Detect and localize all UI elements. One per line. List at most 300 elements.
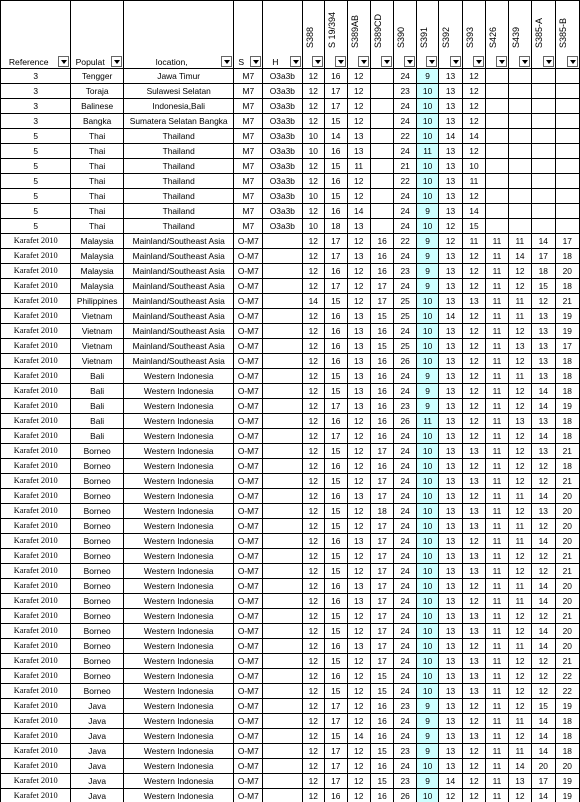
cell-s[interactable]: O-M7 — [234, 624, 263, 639]
cell-s393[interactable]: 12 — [462, 774, 485, 789]
cell-s389cd[interactable]: 16 — [370, 234, 393, 249]
cell-s391[interactable]: 9 — [416, 234, 438, 249]
cell-s19[interactable]: 16 — [325, 594, 347, 609]
cell-s385a[interactable]: 14 — [532, 729, 555, 744]
cell-s390[interactable]: 24 — [394, 504, 416, 519]
cell-s426[interactable]: 11 — [486, 669, 508, 684]
cell-s393[interactable]: 12 — [462, 384, 485, 399]
cell-s393[interactable]: 12 — [462, 759, 485, 774]
cell-s385a[interactable] — [532, 159, 555, 174]
cell-s391[interactable]: 9 — [416, 369, 438, 384]
cell-s393[interactable]: 12 — [462, 339, 485, 354]
cell-s385b[interactable] — [555, 204, 579, 219]
cell-s[interactable]: O-M7 — [234, 684, 263, 699]
cell-s391[interactable]: 10 — [416, 114, 438, 129]
cell-s390[interactable]: 24 — [394, 579, 416, 594]
column-header-s426[interactable] — [486, 1, 508, 69]
cell-ref[interactable]: Karafet 2010 — [1, 564, 71, 579]
cell-ref[interactable]: Karafet 2010 — [1, 504, 71, 519]
cell-ref[interactable]: Karafet 2010 — [1, 714, 71, 729]
cell-s388[interactable]: 10 — [302, 189, 324, 204]
cell-pop[interactable]: Java — [71, 744, 124, 759]
cell-s385b[interactable]: 20 — [555, 534, 579, 549]
cell-s392[interactable]: 13 — [439, 159, 462, 174]
cell-s[interactable]: M7 — [234, 99, 263, 114]
cell-s388[interactable]: 12 — [302, 744, 324, 759]
cell-s19[interactable]: 17 — [325, 699, 347, 714]
cell-s385b[interactable]: 18 — [555, 459, 579, 474]
cell-s426[interactable] — [486, 114, 508, 129]
cell-loc[interactable]: Mainland/Southeast Asia — [123, 324, 233, 339]
cell-h[interactable] — [263, 624, 302, 639]
cell-s439[interactable]: 11 — [508, 744, 531, 759]
cell-s388[interactable]: 12 — [302, 354, 324, 369]
cell-s439[interactable]: 12 — [508, 384, 531, 399]
cell-s389cd[interactable]: 16 — [370, 729, 393, 744]
cell-s392[interactable]: 13 — [439, 429, 462, 444]
cell-s385a[interactable]: 15 — [532, 279, 555, 294]
cell-s389cd[interactable]: 16 — [370, 399, 393, 414]
cell-s439[interactable]: 12 — [508, 474, 531, 489]
cell-s389ab[interactable]: 12 — [347, 189, 370, 204]
cell-s[interactable]: O-M7 — [234, 639, 263, 654]
cell-s389ab[interactable]: 12 — [347, 684, 370, 699]
cell-s388[interactable]: 12 — [302, 684, 324, 699]
cell-loc[interactable]: Western Indonesia — [123, 474, 233, 489]
cell-pop[interactable]: Borneo — [71, 609, 124, 624]
cell-s385b[interactable] — [555, 219, 579, 234]
cell-s19[interactable]: 15 — [325, 159, 347, 174]
cell-ref[interactable]: 5 — [1, 159, 71, 174]
cell-s392[interactable]: 14 — [439, 309, 462, 324]
cell-s392[interactable]: 13 — [439, 489, 462, 504]
cell-s389cd[interactable] — [370, 204, 393, 219]
cell-s385b[interactable]: 18 — [555, 369, 579, 384]
cell-s389cd[interactable] — [370, 69, 393, 84]
cell-s19[interactable]: 17 — [325, 399, 347, 414]
cell-s385b[interactable]: 21 — [555, 294, 579, 309]
cell-loc[interactable]: Western Indonesia — [123, 684, 233, 699]
filter-dropdown-icon[interactable] — [404, 56, 415, 67]
cell-s385a[interactable]: 12 — [532, 519, 555, 534]
cell-s385a[interactable]: 17 — [532, 774, 555, 789]
cell-s392[interactable]: 12 — [439, 234, 462, 249]
cell-s392[interactable]: 14 — [439, 774, 462, 789]
cell-s392[interactable]: 13 — [439, 324, 462, 339]
cell-s389cd[interactable]: 17 — [370, 279, 393, 294]
cell-h[interactable] — [263, 339, 302, 354]
cell-s389cd[interactable]: 16 — [370, 414, 393, 429]
cell-s391[interactable]: 9 — [416, 399, 438, 414]
cell-s389ab[interactable]: 13 — [347, 249, 370, 264]
cell-loc[interactable]: Thailand — [123, 204, 233, 219]
cell-s19[interactable]: 16 — [325, 579, 347, 594]
cell-s390[interactable]: 23 — [394, 399, 416, 414]
cell-pop[interactable]: Java — [71, 774, 124, 789]
cell-s390[interactable]: 24 — [394, 144, 416, 159]
cell-s390[interactable]: 24 — [394, 609, 416, 624]
cell-s388[interactable]: 12 — [302, 624, 324, 639]
cell-s389ab[interactable]: 14 — [347, 729, 370, 744]
cell-s391[interactable]: 10 — [416, 429, 438, 444]
cell-loc[interactable]: Western Indonesia — [123, 369, 233, 384]
cell-s389ab[interactable]: 12 — [347, 69, 370, 84]
cell-s[interactable]: O-M7 — [234, 774, 263, 789]
cell-s389ab[interactable]: 12 — [347, 744, 370, 759]
cell-s391[interactable]: 10 — [416, 534, 438, 549]
cell-loc[interactable]: Western Indonesia — [123, 579, 233, 594]
cell-s439[interactable]: 12 — [508, 609, 531, 624]
cell-s[interactable]: O-M7 — [234, 744, 263, 759]
cell-s19[interactable]: 17 — [325, 249, 347, 264]
cell-s389ab[interactable]: 12 — [347, 654, 370, 669]
cell-h[interactable] — [263, 729, 302, 744]
cell-h[interactable] — [263, 264, 302, 279]
cell-pop[interactable]: Bali — [71, 429, 124, 444]
cell-pop[interactable]: Bali — [71, 369, 124, 384]
cell-s388[interactable]: 12 — [302, 489, 324, 504]
cell-s391[interactable]: 10 — [416, 99, 438, 114]
cell-ref[interactable]: Karafet 2010 — [1, 399, 71, 414]
cell-s390[interactable]: 23 — [394, 84, 416, 99]
cell-ref[interactable]: 5 — [1, 129, 71, 144]
cell-s393[interactable]: 12 — [462, 279, 485, 294]
cell-loc[interactable]: Thailand — [123, 189, 233, 204]
cell-h[interactable] — [263, 384, 302, 399]
cell-s19[interactable]: 16 — [325, 789, 347, 802]
cell-h[interactable] — [263, 399, 302, 414]
cell-s393[interactable]: 11 — [462, 234, 485, 249]
cell-h[interactable]: O3a3b — [263, 219, 302, 234]
cell-s390[interactable]: 24 — [394, 219, 416, 234]
cell-pop[interactable]: Borneo — [71, 684, 124, 699]
column-header-s385b[interactable] — [555, 1, 579, 69]
cell-s393[interactable]: 13 — [462, 654, 485, 669]
filter-dropdown-icon[interactable] — [221, 56, 232, 67]
cell-s389ab[interactable]: 12 — [347, 699, 370, 714]
cell-s[interactable]: O-M7 — [234, 504, 263, 519]
cell-s389ab[interactable]: 13 — [347, 369, 370, 384]
column-header-h[interactable] — [263, 1, 302, 69]
cell-s426[interactable] — [486, 159, 508, 174]
cell-s391[interactable]: 10 — [416, 654, 438, 669]
cell-s390[interactable]: 24 — [394, 519, 416, 534]
cell-pop[interactable]: Java — [71, 699, 124, 714]
cell-s19[interactable]: 15 — [325, 189, 347, 204]
filter-dropdown-icon[interactable] — [312, 56, 323, 67]
cell-h[interactable] — [263, 444, 302, 459]
cell-s391[interactable]: 10 — [416, 639, 438, 654]
cell-s426[interactable]: 11 — [486, 609, 508, 624]
cell-s393[interactable]: 12 — [462, 324, 485, 339]
cell-s389cd[interactable]: 16 — [370, 324, 393, 339]
cell-s426[interactable]: 11 — [486, 579, 508, 594]
cell-s389cd[interactable]: 15 — [370, 684, 393, 699]
cell-s385b[interactable]: 21 — [555, 549, 579, 564]
cell-s392[interactable]: 13 — [439, 459, 462, 474]
cell-s19[interactable]: 16 — [325, 69, 347, 84]
cell-s392[interactable]: 13 — [439, 384, 462, 399]
cell-s393[interactable]: 13 — [462, 549, 485, 564]
cell-loc[interactable]: Mainland/Southeast Asia — [123, 264, 233, 279]
cell-ref[interactable]: Karafet 2010 — [1, 669, 71, 684]
cell-s385a[interactable]: 14 — [532, 624, 555, 639]
cell-s389ab[interactable]: 13 — [347, 579, 370, 594]
cell-ref[interactable]: 3 — [1, 99, 71, 114]
cell-s391[interactable]: 10 — [416, 189, 438, 204]
cell-h[interactable] — [263, 294, 302, 309]
cell-ref[interactable]: Karafet 2010 — [1, 534, 71, 549]
cell-s389ab[interactable]: 12 — [347, 444, 370, 459]
cell-s388[interactable]: 12 — [302, 579, 324, 594]
cell-s19[interactable]: 16 — [325, 339, 347, 354]
cell-s391[interactable]: 11 — [416, 414, 438, 429]
cell-h[interactable]: O3a3b — [263, 69, 302, 84]
cell-ref[interactable]: Karafet 2010 — [1, 489, 71, 504]
cell-s392[interactable]: 13 — [439, 744, 462, 759]
cell-h[interactable]: O3a3b — [263, 99, 302, 114]
cell-s439[interactable] — [508, 204, 531, 219]
cell-s388[interactable]: 12 — [302, 429, 324, 444]
cell-ref[interactable]: Karafet 2010 — [1, 654, 71, 669]
cell-s19[interactable]: 15 — [325, 444, 347, 459]
column-header-s439[interactable] — [508, 1, 531, 69]
cell-s439[interactable]: 11 — [508, 294, 531, 309]
cell-s392[interactable]: 13 — [439, 684, 462, 699]
cell-s390[interactable]: 23 — [394, 744, 416, 759]
cell-s389ab[interactable]: 12 — [347, 84, 370, 99]
cell-s[interactable]: O-M7 — [234, 609, 263, 624]
cell-s390[interactable]: 24 — [394, 654, 416, 669]
cell-s388[interactable]: 12 — [302, 414, 324, 429]
cell-pop[interactable]: Borneo — [71, 459, 124, 474]
cell-pop[interactable]: Thai — [71, 144, 124, 159]
cell-s392[interactable]: 13 — [439, 609, 462, 624]
cell-s385b[interactable]: 18 — [555, 729, 579, 744]
cell-s389ab[interactable]: 13 — [347, 639, 370, 654]
cell-h[interactable] — [263, 714, 302, 729]
cell-h[interactable] — [263, 699, 302, 714]
cell-s393[interactable]: 12 — [462, 309, 485, 324]
cell-s388[interactable]: 12 — [302, 159, 324, 174]
cell-s391[interactable]: 10 — [416, 759, 438, 774]
cell-s393[interactable]: 12 — [462, 579, 485, 594]
column-header-s19[interactable] — [325, 1, 347, 69]
cell-ref[interactable]: Karafet 2010 — [1, 414, 71, 429]
cell-h[interactable] — [263, 639, 302, 654]
cell-ref[interactable]: Karafet 2010 — [1, 369, 71, 384]
cell-s426[interactable]: 11 — [486, 534, 508, 549]
cell-s389cd[interactable]: 16 — [370, 714, 393, 729]
cell-s389cd[interactable]: 15 — [370, 744, 393, 759]
cell-s19[interactable]: 15 — [325, 654, 347, 669]
cell-s389cd[interactable]: 16 — [370, 429, 393, 444]
cell-s385a[interactable]: 15 — [532, 699, 555, 714]
cell-s390[interactable]: 26 — [394, 789, 416, 802]
cell-s439[interactable]: 11 — [508, 489, 531, 504]
cell-s385a[interactable]: 14 — [532, 789, 555, 802]
cell-pop[interactable]: Java — [71, 759, 124, 774]
cell-s19[interactable]: 17 — [325, 744, 347, 759]
cell-s[interactable]: O-M7 — [234, 414, 263, 429]
cell-s385a[interactable]: 12 — [532, 684, 555, 699]
cell-s385b[interactable]: 18 — [555, 384, 579, 399]
cell-pop[interactable]: Java — [71, 714, 124, 729]
cell-s390[interactable]: 24 — [394, 69, 416, 84]
cell-ref[interactable]: Karafet 2010 — [1, 549, 71, 564]
cell-h[interactable] — [263, 414, 302, 429]
cell-s385a[interactable] — [532, 174, 555, 189]
cell-h[interactable] — [263, 774, 302, 789]
cell-s392[interactable]: 13 — [439, 84, 462, 99]
cell-s392[interactable]: 13 — [439, 249, 462, 264]
cell-s385a[interactable]: 14 — [532, 714, 555, 729]
cell-s439[interactable]: 12 — [508, 729, 531, 744]
cell-loc[interactable]: Jawa Timur — [123, 69, 233, 84]
cell-s385a[interactable] — [532, 219, 555, 234]
cell-s389ab[interactable]: 12 — [347, 99, 370, 114]
cell-s390[interactable]: 24 — [394, 474, 416, 489]
cell-s389ab[interactable]: 13 — [347, 219, 370, 234]
cell-s390[interactable]: 24 — [394, 204, 416, 219]
cell-s426[interactable]: 11 — [486, 699, 508, 714]
cell-pop[interactable]: Malaysia — [71, 279, 124, 294]
cell-s388[interactable]: 10 — [302, 219, 324, 234]
cell-loc[interactable]: Mainland/Southeast Asia — [123, 354, 233, 369]
cell-s19[interactable]: 15 — [325, 624, 347, 639]
cell-s389ab[interactable]: 12 — [347, 264, 370, 279]
cell-pop[interactable]: Thai — [71, 189, 124, 204]
cell-s390[interactable]: 24 — [394, 444, 416, 459]
cell-pop[interactable]: Vietnam — [71, 339, 124, 354]
cell-s385a[interactable] — [532, 189, 555, 204]
cell-s389cd[interactable]: 17 — [370, 519, 393, 534]
cell-s19[interactable]: 15 — [325, 609, 347, 624]
cell-s393[interactable]: 13 — [462, 504, 485, 519]
cell-loc[interactable]: Western Indonesia — [123, 459, 233, 474]
cell-s388[interactable]: 12 — [302, 669, 324, 684]
cell-s392[interactable]: 14 — [439, 129, 462, 144]
cell-loc[interactable]: Western Indonesia — [123, 414, 233, 429]
filter-dropdown-icon[interactable] — [426, 56, 437, 67]
cell-s389ab[interactable]: 14 — [347, 204, 370, 219]
column-header-s388[interactable] — [302, 1, 324, 69]
cell-h[interactable] — [263, 279, 302, 294]
cell-s385a[interactable]: 14 — [532, 594, 555, 609]
cell-pop[interactable]: Thai — [71, 204, 124, 219]
cell-s385b[interactable] — [555, 99, 579, 114]
cell-s389cd[interactable]: 17 — [370, 654, 393, 669]
cell-s391[interactable]: 10 — [416, 129, 438, 144]
cell-s19[interactable]: 16 — [325, 324, 347, 339]
cell-s389cd[interactable] — [370, 99, 393, 114]
cell-s392[interactable]: 13 — [439, 504, 462, 519]
cell-s389cd[interactable] — [370, 144, 393, 159]
cell-pop[interactable]: Malaysia — [71, 234, 124, 249]
cell-s385a[interactable]: 14 — [532, 639, 555, 654]
cell-s392[interactable]: 12 — [439, 789, 462, 802]
cell-loc[interactable]: Mainland/Southeast Asia — [123, 234, 233, 249]
filter-dropdown-icon[interactable] — [358, 56, 369, 67]
cell-s391[interactable]: 10 — [416, 579, 438, 594]
cell-s390[interactable]: 24 — [394, 384, 416, 399]
cell-s385a[interactable]: 17 — [532, 249, 555, 264]
cell-s385b[interactable] — [555, 159, 579, 174]
cell-s388[interactable]: 12 — [302, 639, 324, 654]
cell-s390[interactable]: 23 — [394, 264, 416, 279]
cell-s389ab[interactable]: 12 — [347, 774, 370, 789]
cell-s392[interactable]: 13 — [439, 549, 462, 564]
cell-s391[interactable]: 10 — [416, 219, 438, 234]
cell-s439[interactable] — [508, 189, 531, 204]
cell-ref[interactable]: Karafet 2010 — [1, 594, 71, 609]
cell-s385b[interactable]: 20 — [555, 489, 579, 504]
cell-s426[interactable]: 11 — [486, 354, 508, 369]
cell-s390[interactable]: 26 — [394, 354, 416, 369]
cell-s389ab[interactable]: 13 — [347, 354, 370, 369]
cell-s393[interactable]: 13 — [462, 684, 485, 699]
cell-s390[interactable]: 24 — [394, 564, 416, 579]
cell-ref[interactable]: Karafet 2010 — [1, 789, 71, 802]
cell-ref[interactable]: Karafet 2010 — [1, 444, 71, 459]
cell-s385b[interactable]: 18 — [555, 249, 579, 264]
cell-s389cd[interactable]: 15 — [370, 339, 393, 354]
cell-s391[interactable]: 10 — [416, 564, 438, 579]
filter-dropdown-icon[interactable] — [496, 56, 507, 67]
cell-s392[interactable]: 13 — [439, 339, 462, 354]
cell-s385a[interactable]: 12 — [532, 474, 555, 489]
cell-s389ab[interactable]: 12 — [347, 459, 370, 474]
cell-s[interactable]: M7 — [234, 69, 263, 84]
cell-s389ab[interactable]: 12 — [347, 294, 370, 309]
cell-s392[interactable]: 13 — [439, 279, 462, 294]
cell-s426[interactable]: 11 — [486, 339, 508, 354]
cell-s[interactable]: O-M7 — [234, 729, 263, 744]
cell-s385b[interactable]: 18 — [555, 714, 579, 729]
cell-s19[interactable]: 15 — [325, 564, 347, 579]
cell-s388[interactable]: 12 — [302, 459, 324, 474]
cell-s393[interactable]: 12 — [462, 744, 485, 759]
cell-h[interactable] — [263, 549, 302, 564]
column-header-s390[interactable] — [394, 1, 416, 69]
cell-s[interactable]: M7 — [234, 174, 263, 189]
cell-s388[interactable]: 12 — [302, 549, 324, 564]
cell-s389cd[interactable]: 17 — [370, 534, 393, 549]
cell-s389cd[interactable]: 16 — [370, 354, 393, 369]
cell-s393[interactable]: 12 — [462, 459, 485, 474]
cell-s389cd[interactable]: 16 — [370, 459, 393, 474]
cell-s19[interactable]: 15 — [325, 504, 347, 519]
column-header-s385a[interactable] — [532, 1, 555, 69]
cell-pop[interactable]: Borneo — [71, 489, 124, 504]
cell-s388[interactable]: 12 — [302, 309, 324, 324]
cell-s19[interactable]: 16 — [325, 309, 347, 324]
cell-s439[interactable]: 11 — [508, 309, 531, 324]
cell-s439[interactable]: 11 — [508, 639, 531, 654]
cell-s385b[interactable]: 21 — [555, 444, 579, 459]
cell-s426[interactable]: 11 — [486, 489, 508, 504]
cell-h[interactable] — [263, 564, 302, 579]
cell-s385b[interactable]: 19 — [555, 789, 579, 802]
column-header-s389ab[interactable] — [347, 1, 370, 69]
cell-s385a[interactable] — [532, 144, 555, 159]
cell-s393[interactable]: 12 — [462, 114, 485, 129]
cell-s385a[interactable] — [532, 114, 555, 129]
cell-s439[interactable]: 12 — [508, 699, 531, 714]
cell-s439[interactable]: 12 — [508, 279, 531, 294]
cell-s426[interactable]: 11 — [486, 429, 508, 444]
cell-s426[interactable]: 11 — [486, 279, 508, 294]
